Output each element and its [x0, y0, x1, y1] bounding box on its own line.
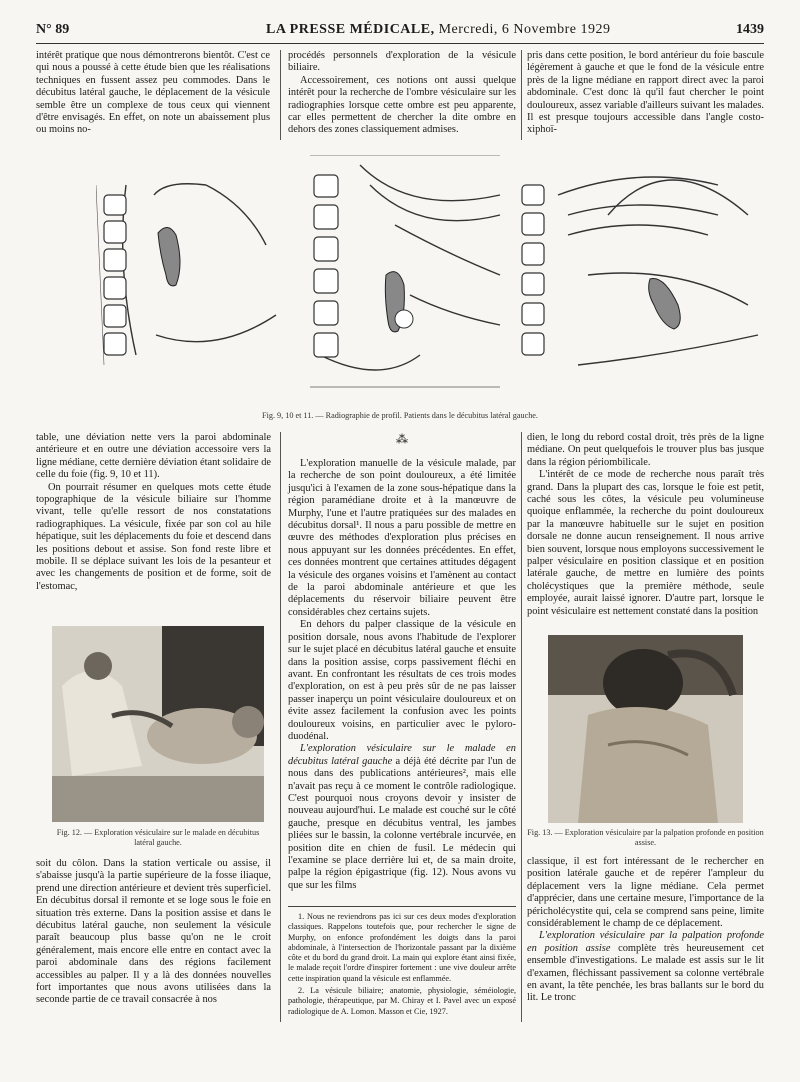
page-header [36, 22, 764, 42]
footnote-2: 2. La vésicule biliaire; anatomie, physiologie, séméiologie, pathologie, thérapeutique, par M. Chiray et I. Pavel avec un exposé radiologique de A. Lomon. Masson et Cie, 1927. [288, 986, 516, 1016]
col2-paragraph-3-body: a déjà été décrite par l'un de nous dans des publications antérieures², mais elle n'avait pas reçu à ce moment le contrôle radiologique. C'est pourquoi nous croyons devoir y insister de nouveau aujourd'hui. Le malade est couché sur le côté gauche, presque en décubitus ventral, les jambes pliées sur le bassin, la colonne vertébrale incurvée, en position dite en chien de fusil. Le médecin qui l'examine se place derrière lui et, de sa main droite, palpe la région épigastrique (fig. 12). Nous avons vu que sur les films [288, 755, 517, 891]
top-column-1 [36, 50, 270, 137]
col3-paragraph-2: L'intérêt de ce mode de recherche nous paraît très grand. Dans la plupart des cas, lorsque le foie est petit, caché sous les côtes, la vésicule peu volumineuse quoique enflammée, la recherche du point douloureux par la manœuvre habituelle sur le sujet en position dorsale ne donne aucun renseignement. Il nous arrive bien souvent, lorsque nous employons successivement le palper vésiculaire en position classique et en position latérale gauche, de mettre en lumière des points cholécystiques que la première méthode, seule employée, aurait laissé ignorer. D'autre part, lorsque le point vésiculaire est nettement constaté dans la position [527, 469, 764, 617]
issue-number: N° 89 [36, 22, 70, 37]
figure-13-photograph [548, 635, 743, 823]
col3-paragraph-4-body: complète très heureusement cet ensemble d'investigations. Le malade est assis sur le lit d'examen, fléchissant passivement sa colonne vertébrale en avant, la tête penchée, les bras ballants sur le bord du lit. Le tronc [527, 942, 764, 1004]
col3-paragraph-1: dien, le long du rebord costal droit, très près de la ligne médiane. On peut quelquefois le trouver plus bas jusque dans la région périombilicale. [527, 432, 764, 468]
column-1-continued [36, 858, 271, 1007]
top-column-3 [527, 50, 764, 137]
col2-paragraph-2: En dehors du palper classique de la vésicule en position dorsale, nous avons l'habitude de l'explorer sur le sujet placé en décubitus latéral gauche et ensuite dans la position assise, corps passivement fléchi en avant. En confrontant les résultats de ces trois modes d'exploration, on est à peu près sûr de ne pas laisser passer inaperçu un point vésiculaire douloureux et on évite assez facilement la confusion avec les points douloureux voisins, en particulier avec le pyloro-duodénal. [288, 619, 516, 742]
journal-name: LA PRESSE MÉDICALE, [266, 22, 435, 37]
column-divider [280, 432, 281, 1022]
col2-italic-lead: L'exploration vésiculaire sur le malade en décubitus latéral gauche [288, 743, 516, 767]
section-separator: ⁂ [396, 432, 408, 446]
top-col2-text-b: Accessoirement, ces notions ont aussi quelque intérêt pour la recherche de l'ombre vésiculaire sur les radiographies lorsque cette ombre est peu apparente, car elles permettent de chercher la dite ombre en dehors des zones classiquement admises. [288, 74, 516, 136]
column-1 [36, 432, 271, 593]
col3-paragraph-4 [527, 930, 764, 1004]
issue-date: Mercredi, 6 Novembre 1929 [438, 22, 611, 37]
footnotes [288, 912, 516, 1019]
figure-12-photograph [52, 626, 264, 822]
col2-paragraph-1: L'exploration manuelle de la vésicule malade, par la recherche de son point douloureux, a été limitée jusqu'ici à l'examen de la zone sous-hépatique dans la région paramédiane droite et à la manœuvre de Murphy, l'une et l'autre pratiquées sur des malades en décubitus dorsal¹. Il nous a paru possible de mettre en œuvre des méthodes d'exploration plus précises en nous appuyant sur les données précédentes. En effet, ces données montrent que certaines attitudes dégagent la vésicule des organes voisins et l'amènent au contact de la paroi abdominale antérieure et que les déplacements du réservoir biliaire peuvent être considérables chez certains sujets. [288, 458, 516, 618]
top-col2-text-a: procédés personnels d'exploration de la vésicule biliaire. [288, 50, 516, 74]
journal-title [266, 22, 611, 38]
col1-paragraph-1: table, une déviation nette vers la paroi abdominale antérieure et en outre une déviation accessoire vers la ligne médiane, cette dernière déviation étant solidaire de celle du foie (fig. 9, 10 et 11). [36, 432, 271, 481]
figure-10-radiograph [300, 155, 510, 390]
top-column-2 [288, 50, 516, 137]
column-3-continued [527, 856, 764, 1005]
col3-italic-lead: L'exploration vésiculaire par la palpation profonde en position assise [527, 930, 764, 954]
page-number: 1439 [736, 22, 764, 37]
column-2 [288, 458, 516, 892]
column-divider [280, 50, 281, 140]
footnote-rule [288, 906, 516, 907]
col1-paragraph-2: On pourrait résumer en quelques mots cette étude topographique de la vésicule biliaire sur l'homme vivant, telle qu'elle ressort de nos constatations radiographiques. La vésicule, fixée par son col au hile hépatique, suit les déplacements du foie et descend dans les positions debout et assise. Son fond reste libre et mobile. Il se déplace suivant les lois de la pesanteur et avec les changements de position et de forme, soit de l'estomac, [36, 481, 271, 592]
col3-paragraph-3: classique, il est fort intéressant de le rechercher en position latérale gauche et de repérer l'ampleur du déplacement vers la ligne médiane. Cela permet d'apprécier, dans une certaine mesure, l'importance de la péricholécystite qui, cela se comprend sans peine, limite considérablement le champ de ce déplacement. [527, 856, 764, 930]
header-rule [36, 43, 764, 44]
footnote-1: 1. Nous ne reviendrons pas ici sur ces deux modes d'exploration classiques. Rappelons toutefois que, pour rechercher le signe de Murphy, on enfonce profondément les doigts dans la paroi abdominale, à l'intersection de l'horizontale passant par la dixième côte et du bord du grand droit. La main qui explore étant ainsi fixée, le malade reçoit l'ordre d'inspirer fortement : une vive douleur arrête cette inspiration quand la vésicule est enflammée. [288, 912, 516, 983]
figure-9-radiograph [96, 155, 292, 375]
column-3 [527, 432, 764, 618]
figure-11-radiograph [518, 155, 764, 375]
figure-12-caption: Fig. 12. — Exploration vésiculaire sur le malade en décubitus latéral gauche. [56, 828, 260, 847]
top-col1-text: intérêt pratique que nous démontrerons bientôt. C'est ce qui nous a poussé à cette étude bien que les réalisations techniques en fussent assez peu commodes. Dans le décubitus latéral gauche, le déplacement de la vésicule semble être un complexe de tous ceux qui viennent d'être envisagés. En effet, on note un abaissement plus ou moins no- [36, 50, 270, 136]
column-divider [521, 50, 522, 140]
figures-9-10-11-caption: Fig. 9, 10 et 11. — Radiographie de profil. Patients dans le décubitus latéral gauche. [262, 411, 538, 420]
col1-paragraph-3: soit du côlon. Dans la station verticale ou assise, il s'abaisse jusqu'à la partie supérieure de la fosse iliaque, prend une direction antérieure et devient très superficiel. En décubitus dorsal il remonte et se loge sous le foie en situation très externe. Dans la position assise et dans le décubitus latéral gauche, non seulement la vésicule paraît beaucoup plus basse qu'on ne le croit généralement, mais encore elle entre en contact avec la paroi abdominale dans des régions facilement accessibles au palper. Il y a là des données nouvelles fort importantes que nous avons utilisées dans la seconde partie de ce travail consacrée à nos [36, 858, 271, 1006]
column-divider [521, 432, 522, 1022]
col2-paragraph-3 [288, 743, 516, 892]
figure-13-caption: Fig. 13. — Exploration vésiculaire par la palpation profonde en position assise. [527, 828, 764, 847]
top-col3-text: pris dans cette position, le bord antérieur du foie bascule légèrement à gauche et que le fond de la vésicule entre près de la ligne médiane en rapport direct avec la paroi abdominale. C'est donc là qu'il faut chercher le point douloureux, assez variable d'ailleurs suivant les malades. Il est presque toujours accessible dans l'angle costo-xiphoï- [527, 50, 764, 136]
